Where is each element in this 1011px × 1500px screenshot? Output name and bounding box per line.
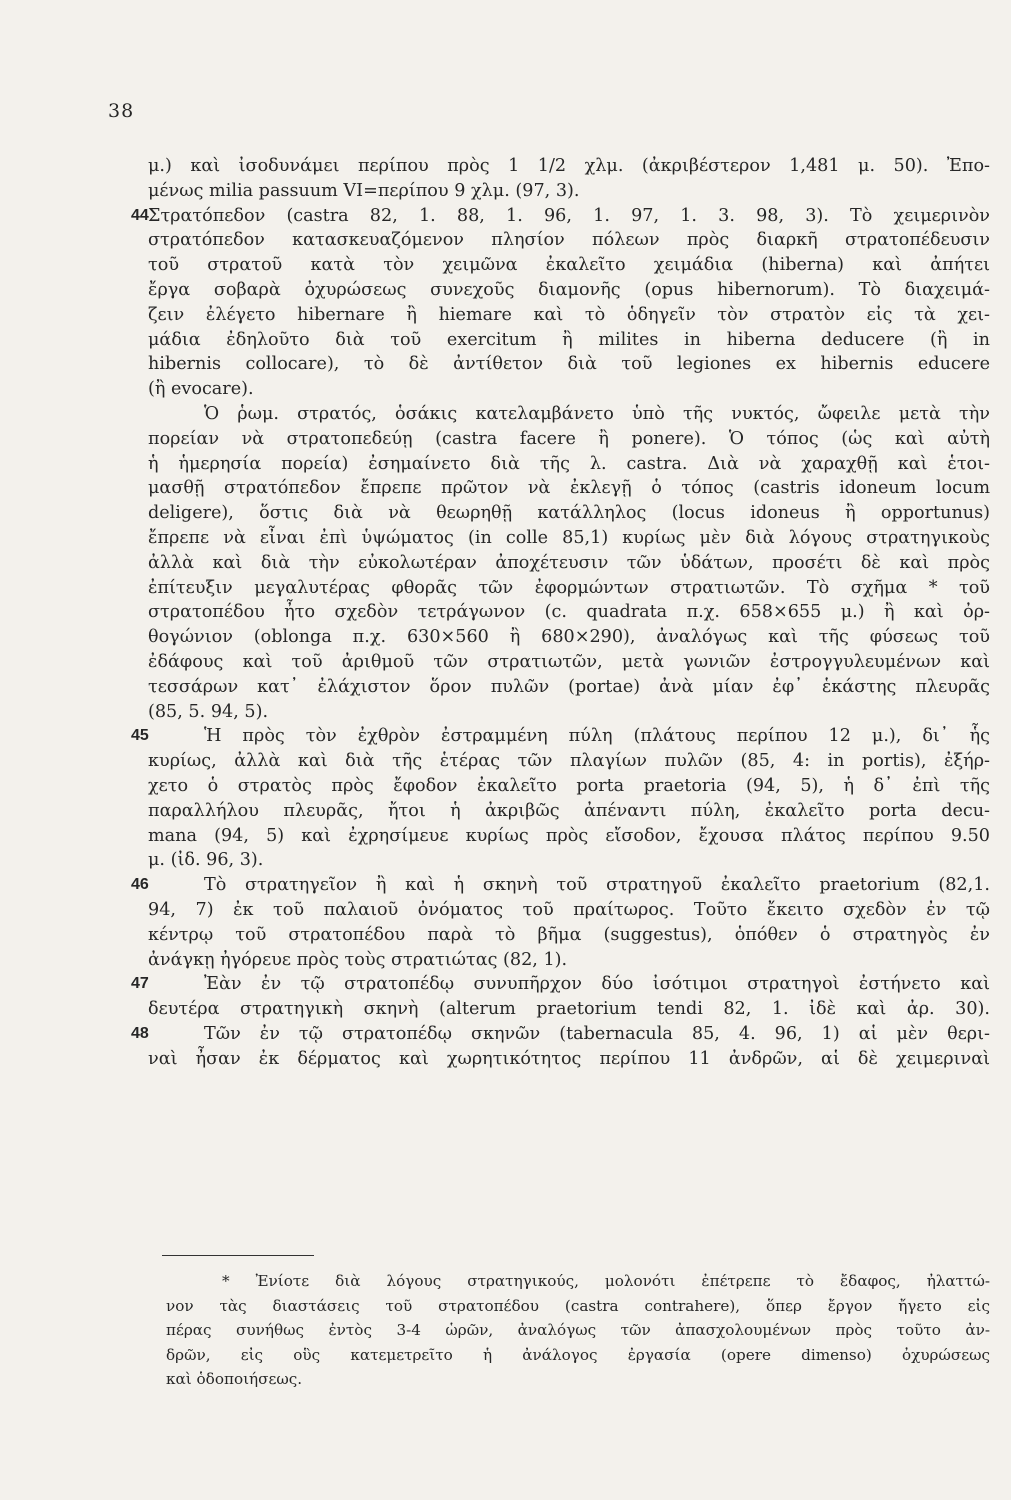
- text-line: ζειν ἐλέγετο hibernare ἢ hiemare καὶ τὸ ὁδηγεῖν τὸν στρατὸν εἰς τὰ χει-: [148, 304, 990, 325]
- text-line: στρατόπεδον κατασκευαζόμενον πλησίον πόλεων πρὸς διαρκῆ στρατοπέδευσιν: [148, 230, 990, 251]
- footnote-line: καὶ ὁδοποιήσεως.: [166, 1370, 303, 1388]
- text-line: μασθῇ στρατόπεδον ἔπρεπε πρῶτον νὰ ἐκλεγῇ ὁ τόπος (castris idoneum locum: [148, 478, 990, 499]
- section-44: [131, 204, 990, 229]
- text-line: Στρατόπεδον (castra 82, 1. 88, 1. 96, 1. 97, 1. 3. 98, 3). Τὸ χειμερινὸν: [148, 205, 990, 226]
- text-line: κυρίως, ἀλλὰ καὶ διὰ τῆς ἑτέρας τῶν πλαγίων πυλῶν (85, 4: in portis), ἐξήρ-: [148, 751, 990, 772]
- text-line: μένως milia passuum VI=περίπου 9 χλμ. (97, 3).: [148, 180, 580, 201]
- page-number: 38: [108, 100, 135, 122]
- section-45: [131, 724, 990, 749]
- text-line: πορείαν νὰ στρατοπεδεύῃ (castra facere ἢ ponere). Ὁ τόπος (ὡς καὶ αὐτὴ: [148, 428, 990, 449]
- text-line: Ἡ πρὸς τὸν ἐχθρὸν ἐστραμμένη πύλη (πλάτους περίπου 12 μ.), δι᾽ ἧς: [204, 726, 990, 747]
- text-line: μ. (ἰδ. 96, 3).: [148, 850, 264, 871]
- text-line: ἀνάγκῃ ἠγόρευε πρὸς τοὺς στρατιώτας (82, 1).: [148, 949, 568, 970]
- text-line: τοῦ στρατοῦ κατὰ τὸν χειμῶνα ἐκαλεῖτο χειμάδια (hiberna) καὶ ἀπήτει: [148, 255, 990, 276]
- text-line: τεσσάρων κατ᾽ ἐλάχιστον ὅρον πυλῶν (portae) ἀνὰ μίαν ἐφ᾽ ἑκάστης πλευρᾶς: [148, 676, 990, 697]
- text-line: ἐπίτευξιν μεγαλυτέρας φθορᾶς τῶν ἐφορμώντων στρατιωτῶν. Τὸ σχῆμα * τοῦ: [148, 577, 990, 598]
- text-line: Τῶν ἐν τῷ στρατοπέδῳ σκηνῶν (tabernacula 85, 4. 96, 1) αἱ μὲν θερι-: [204, 1023, 990, 1044]
- text-line: Ὁ ῥωμ. στρατός, ὁσάκις κατελαμβάνετο ὑπὸ τῆς νυκτός, ὤφειλε μετὰ τὴν: [204, 403, 990, 424]
- text-line: ἡ ἡμερησία πορεία) ἐσημαίνετο διὰ τῆς λ. castra. Διὰ νὰ χαραχθῇ καὶ ἑτοι-: [148, 453, 990, 474]
- section-number: 46: [131, 876, 149, 894]
- section-48: [131, 1022, 990, 1047]
- footnote-divider: [162, 1255, 314, 1256]
- text-line: παραλλήλου πλευρᾶς, ἤτοι ἡ ἀκριβῶς ἀπέναντι πύλη, ἐκαλεῖτο porta decu-: [148, 800, 990, 821]
- text-line: ἔπρεπε νὰ εἶναι ἐπὶ ὑψώματος (in colle 85,1) κυρίως μὲν διὰ λόγους στρατηγικοὺς: [148, 527, 990, 548]
- text-line: ἐδάφους καὶ τοῦ ἀριθμοῦ τῶν στρατιωτῶν, μετὰ γωνιῶν ἐστρογγυλευμένων καὶ: [148, 651, 990, 672]
- text-line: μάδια ἐδηλοῦτο διὰ τοῦ exercitum ἢ milites in hiberna deducere (ἢ in: [148, 329, 990, 350]
- text-line: hibernis collocare), τὸ δὲ ἀντίθετον διὰ τοῦ legiones ex hibernis educere: [148, 354, 990, 375]
- footnote-line: * Ἐνίοτε διὰ λόγους στρατηγικούς, μολονότι ἐπέτρεπε τὸ ἔδαφος, ἠλαττώ-: [222, 1272, 990, 1290]
- text-line: ναὶ ἦσαν ἐκ δέρματος καὶ χωρητικότητος περίπου 11 ἀνδρῶν, αἱ δὲ χειμεριναὶ: [148, 1048, 990, 1069]
- text-line: mana (94, 5) καὶ ἐχρησίμευε κυρίως πρὸς εἴσοδον, ἔχουσα πλάτος περίπου 9.50: [148, 825, 990, 846]
- section-number: 44: [131, 206, 149, 224]
- text-line: deligere), ὅστις διὰ νὰ θεωρηθῇ κατάλληλος (locus idoneus ἢ opportunus): [148, 503, 990, 524]
- text-line: χετο ὁ στρατὸς πρὸς ἔφοδον ἐκαλεῖτο porta praetoria (94, 5), ἡ δ᾽ ἐπὶ τῆς: [148, 775, 990, 796]
- text-line: Τὸ στρατηγεῖον ἢ καὶ ἡ σκηνὴ τοῦ στρατηγοῦ ἐκαλεῖτο praetorium (82,1.: [204, 875, 990, 896]
- text-line: δευτέρα στρατηγικὴ σκηνὴ (alterum praetorium tendi 82, 1. ἰδὲ καὶ ἀρ. 30).: [148, 999, 990, 1020]
- section-46: [131, 873, 990, 898]
- main-text: [131, 154, 990, 1071]
- section-47: [131, 972, 990, 997]
- text-line: Ἐὰν ἐν τῷ στρατοπέδῳ συνυπῆρχον δύο ἰσότιμοι στρατηγοὶ ἐστήνετο καὶ: [204, 974, 990, 995]
- text-line: κέντρῳ τοῦ στρατοπέδου παρὰ τὸ βῆμα (suggestus), ὁπόθεν ὁ στρατηγὸς ἐν: [148, 924, 990, 945]
- text-line: (85, 5. 94, 5).: [148, 701, 269, 722]
- section-number: 48: [131, 1024, 149, 1042]
- footnote: [166, 1269, 990, 1392]
- text-line: 94, 7) ἐκ τοῦ παλαιοῦ ὀνόματος τοῦ πραίτωρος. Τοῦτο ἔκειτο σχεδὸν ἐν τῷ: [148, 899, 990, 920]
- text-line: ἔργα σοβαρὰ ὀχυρώσεως συνεχοῦς διαμονῆς (opus hibernorum). Τὸ διαχειμά-: [148, 279, 990, 300]
- footnote-line: νον τὰς διαστάσεις τοῦ στρατοπέδου (castra contrahere), ὅπερ ἔργον ἤγετο εἰς: [166, 1296, 990, 1315]
- text-line: ἀλλὰ καὶ διὰ τὴν εὐκολωτέραν ἀποχέτευσιν τῶν ὑδάτων, προσέτι δὲ καὶ πρὸς: [148, 552, 990, 573]
- footnote-line: πέρας συνήθως ἐντὸς 3-4 ὡρῶν, ἀναλόγως τῶν ἀπασχολουμένων πρὸς τοῦτο ἀν-: [166, 1321, 990, 1339]
- text-line: στρατοπέδου ἦτο σχεδὸν τετράγωνον (c. quadrata π.χ. 658×655 μ.) ἢ καὶ ὀρ-: [148, 602, 990, 623]
- section-number: 47: [131, 975, 149, 993]
- footnote-line: δρῶν, εἰς οὓς κατεμετρεῖτο ἡ ἀνάλογος ἐργασία (opere dimenso) ὀχυρώσεως: [166, 1345, 990, 1364]
- section-number: 45: [131, 727, 149, 745]
- text-line: θογώνιον (oblonga π.χ. 630×560 ἢ 680×290), ἀναλόγως καὶ τῆς φύσεως τοῦ: [148, 627, 990, 648]
- text-line: μ.) καὶ ἰσοδυνάμει περίπου πρὸς 1 1/2 χλμ. (ἀκριβέστερον 1,481 μ. 50). Ἐπο-: [148, 156, 990, 176]
- text-line: (ἢ evocare).: [148, 379, 254, 400]
